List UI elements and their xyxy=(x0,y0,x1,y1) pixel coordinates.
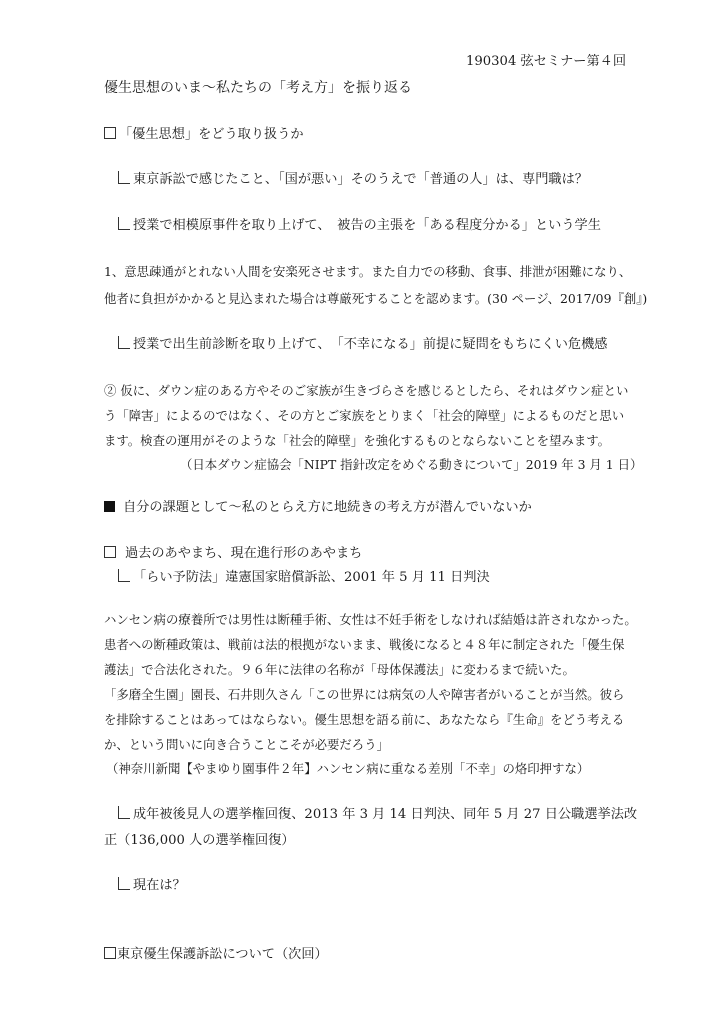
section-heading-mistakes: 過去のあやまち、現在進行形のあやまち xyxy=(104,545,362,563)
paragraph-source: （神奈川新聞【やまゆり園事件２年】ハンセン病に重なる差別「不幸」の烙印押すな） xyxy=(106,761,590,776)
sub-item-voting-rights-cont: 正（136,000 人の選挙権回復） xyxy=(104,833,295,848)
checkbox-square-icon xyxy=(104,947,116,959)
tree-branch-icon xyxy=(118,336,130,349)
quote-line: 他者に負担がかかると見込まれた場合は尊厳死することを認めます。(30 ページ、2017/09『創』) xyxy=(104,291,648,306)
tree-branch-icon xyxy=(118,217,130,230)
paragraph-line: を排除することはあってはならない。優生思想を語る前に、あなたなら『生命』をどう考える xyxy=(104,712,625,727)
quote-line: ます。検査の運用がそのような「社会的障壁」を強化するものとならないことを望みます。 xyxy=(104,433,611,448)
paragraph-line: 「多磨全生園」園長、石井則久さん「この世界には病気の人や障害者がいることが当然。彼ら xyxy=(104,687,625,702)
paragraph-line: か、という問いに向き合うことこそが必要だろう」 xyxy=(104,737,389,752)
quote-source: （日本ダウン症協会「NIPT 指針改定をめぐる動きについて」2019 年 3 月 1 日） xyxy=(180,457,643,472)
paragraph-line: 患者への断種政策は、戦前は法的根拠がないまま、戦後になると４８年に制定された「優生保 xyxy=(104,637,625,652)
paragraph-line: 護法」で合法化された。９６年に法律の名称が「母体保護法」に変わるまで続いた。 xyxy=(104,662,575,677)
tree-branch-icon xyxy=(118,806,130,819)
tree-branch-icon xyxy=(118,569,130,582)
quote-line: 1、意思疎通がとれない人間を安楽死させます。また自力での移動、食事、排泄が困難になり、 xyxy=(104,264,632,279)
section-heading-next: 東京優生保護訴訟について（次回） xyxy=(104,946,328,964)
section-heading-handling: 「優生思想」をどう取り扱うか xyxy=(104,126,304,144)
sub-item-prenatal: 授業で出生前診断を取り上げて、 「不幸になる」前提に疑問をもちにくい危機感 xyxy=(118,336,607,354)
sub-item-present: 現在は？ xyxy=(118,877,186,895)
sub-item-sagamihara: 授業で相模原事件を取り上げて、 被告の主張を「ある程度分かる」という学生 xyxy=(118,217,601,235)
tree-branch-icon xyxy=(118,171,130,184)
paragraph-line: ハンセン病の療養所では男性は断種手術、女性は不妊手術をしなければ結婚は許されなかった。 xyxy=(104,612,637,627)
sub-item-leprosy-lawsuit: 「らい予防法」違憲国家賠償訴訟、2001 年 5 月 11 日判決 xyxy=(118,569,490,587)
checkbox-square-icon xyxy=(104,127,116,139)
section-heading-own-issue: 自分の課題として～私のとらえ方に地続きの考え方が潜んでいないか xyxy=(104,499,532,517)
quote-line: ② 仮に、ダウン症のある方やそのご家族が生きづらさを感じるとしたら、それはダウン症とい xyxy=(104,383,629,398)
session-label: 190304 弦セミナー第４回 xyxy=(466,54,627,69)
tree-branch-icon xyxy=(118,877,130,890)
document-title: 優生思想のいま～私たちの「考え方」を振り返る xyxy=(104,80,412,96)
checkbox-square-icon xyxy=(104,546,116,558)
sub-item-voting-rights: 成年被後見人の選挙権回復、2013 年 3 月 14 日判決、同年 5 月 27 日公職選挙法改 xyxy=(118,806,637,824)
quote-line: う「障害」によるのではなく、その方とご家族をとりまく「社会的障壁」によるものだと思い xyxy=(104,408,625,423)
sub-item-tokyo-lawsuit: 東京訴訟で感じたこと、「国が悪い」そのうえで「普通の人」は、専門職は？ xyxy=(118,171,588,189)
filled-square-icon xyxy=(104,501,115,512)
